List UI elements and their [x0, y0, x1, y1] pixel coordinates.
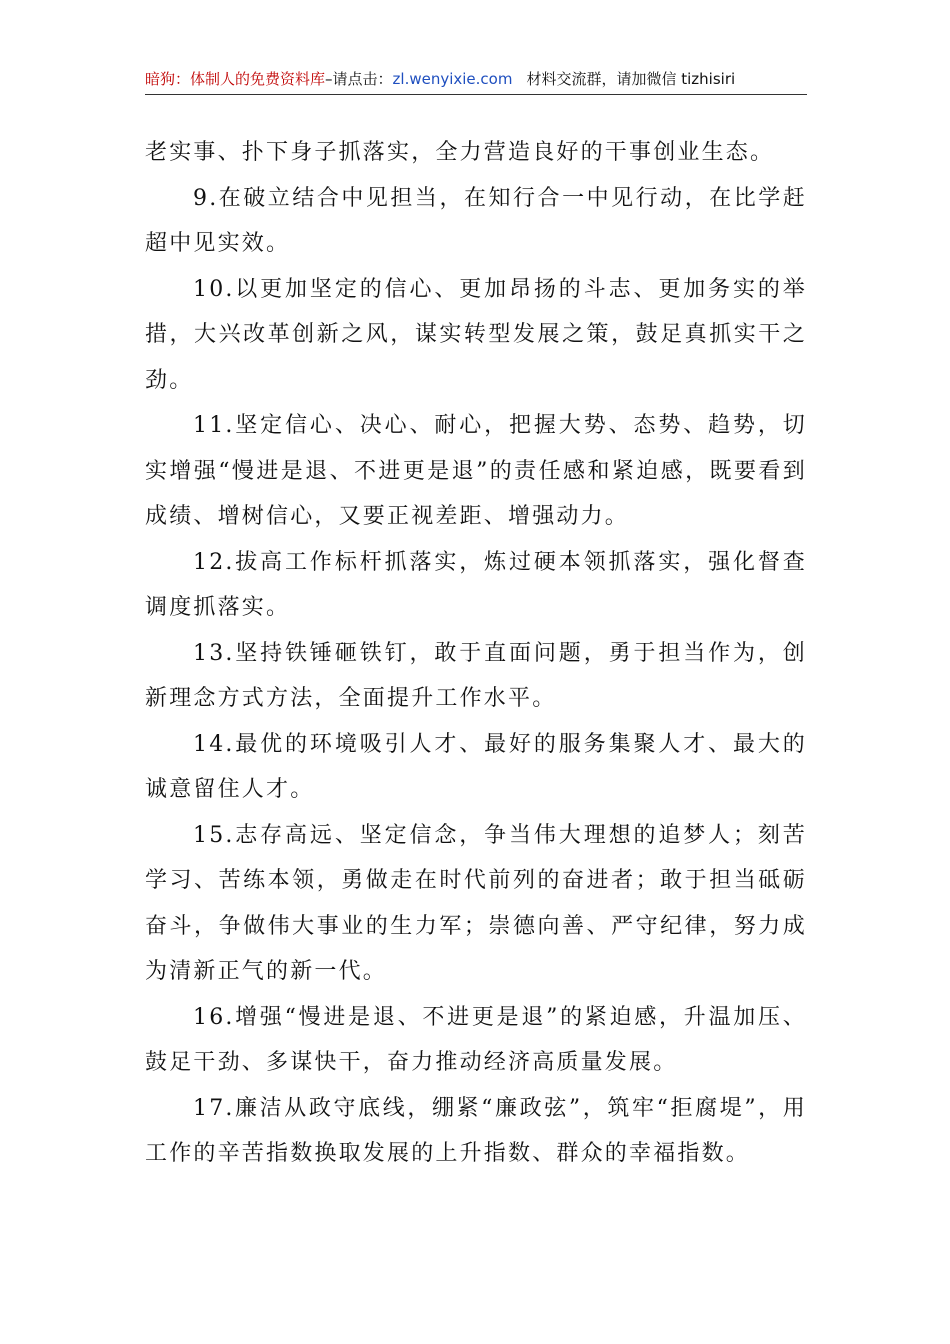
paragraph-item-11: 11.坚定信心、决心、耐心，把握大势、态势、趋势，切实增强“慢进是退、不进更是退”的责任感和紧迫感，既要看到成绩、增树信心，又要正视差距、增强动力。	[145, 413, 807, 529]
header-prompt: –请点击：	[325, 70, 393, 88]
paragraph-item-12: 12.拔高工作标杆抓落实，炼过硬本领抓落实，强化督查调度抓落实。	[145, 549, 807, 620]
paragraph-item-17: 17.廉洁从政守底线，绷紧“廉政弦”，筑牢“拒腐堤”，用工作的辛苦指数换取发展的上升指数、群众的幸福指数。	[145, 1095, 807, 1166]
header-brand: 暗狗：体制人的免费资料库	[145, 70, 326, 88]
document-body	[145, 130, 807, 1177]
paragraph-item-13: 13.坚持铁锤砸铁钉，敢于直面问题，勇于担当作为，创新理念方式方法，全面提升工作水平。	[145, 640, 807, 711]
paragraph-item-15: 15.志存高远、坚定信念，争当伟大理想的追梦人；刻苦学习、苦练本领，勇做走在时代前列的奋进者；敢于担当砥砺奋斗，争做伟大事业的生力军；崇德向善、严守纪律，努力成为清新正气的新一代。	[145, 822, 807, 984]
header-contact: 材料交流群，请加微信 tizhisiri	[526, 70, 736, 88]
header-link[interactable]: zl.wenyixie.com	[392, 70, 513, 88]
paragraph-item-14: 14.最优的环境吸引人才、最好的服务集聚人才、最大的诚意留住人才。	[145, 731, 807, 802]
paragraph-continued: 老实事、扑下身子抓落实，全力营造良好的干事创业生态。	[145, 140, 775, 165]
page-header	[145, 68, 807, 95]
paragraph-item-10: 10.以更加坚定的信心、更加昂扬的斗志、更加务实的举措，大兴改革创新之风，谋实转型发展之策，鼓足真抓实干之劲。	[145, 276, 807, 393]
paragraph-item-9: 9.在破立结合中见担当，在知行合一中见行动，在比学赶超中见实效。	[145, 185, 807, 256]
paragraph-item-16: 16.增强“慢进是退、不进更是退”的紧迫感，升温加压、鼓足干劲、多谋快干，奋力推动经济高质量发展。	[145, 1004, 807, 1075]
